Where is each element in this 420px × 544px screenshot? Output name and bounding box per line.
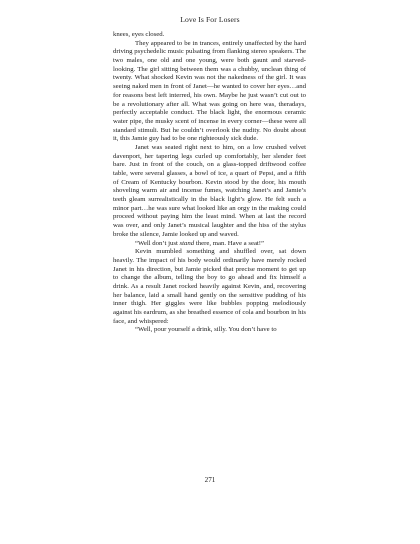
page-number: 271 — [204, 476, 216, 484]
body-paragraph — [113, 144, 306, 240]
paragraph-text: They appeared to be in trances, entirely unaffected by the hard driving psychedelic music pulsating from flanking stereo speakers. The two males, one old and one young, were both gaunt and starved-looking. The girl sitting between them was a chubby, unclean thing of twenty. What shocked Kevin was not the nakedness of the girl. It was seeing naked men in front of Janet—he wanted to cover her eyes…and for reasons best left interred, his own. Maybe he just wasn’t cut out to be a revolutionary after all. What was going on here was, theradays, perfectly acceptable conduct. The black light, the enormous ceramic water pipe, the musky scent of incense in every corner—these were all standard stimuli. But he couldn’t overlook the nudity. No doubt about it, this Jamie guy had to be one righteously sick dude. — [113, 39, 306, 143]
paragraph-text: knees, eyes closed. — [113, 31, 165, 38]
paragraph-text: there, man. Have a seat!” — [194, 239, 265, 247]
running-head: Love Is For Losers — [180, 15, 240, 24]
body-paragraph — [113, 240, 306, 249]
paragraph-text: Kevin mumbled something and shuffled over, sat down heavily. The impact of his body would ordinarily have merely rocked Janet in his direction, but Jamie picked that precise moment to get up to change the album, telling the boy to go ahead and fix himself a drink. As a result Janet rocked heavily against Kevin, and, recovering her balance, laid a small hand gently on the sensitive pudding of his inner thigh. Her giggles were like bubbles popping melodiously against his eardrum, as she breathed essence of cola and bourbon in his face, and whispered: — [113, 248, 306, 325]
paragraph-text: “Well, pour yourself a drink, silly. You don’t have to — [135, 326, 277, 334]
body-paragraph — [113, 40, 306, 144]
body-text — [113, 31, 306, 335]
body-paragraph — [113, 31, 306, 40]
body-paragraph — [113, 326, 306, 335]
body-paragraph — [113, 248, 306, 326]
paragraph-text: Janet was seated right next to him, on a low crushed velvet davenport, her tapering legs curled up comfortably, her slender feet bare. Just in front of the couch, on a glass-topped driftwood coffee table, were several glasses, a bowl of ice, a quart of Pepsi, and a fifth of Cream of Kentucky bourbon. Kevin stood by the door, his mouth shoveling warm air and incense fumes, watching Janet’s and Jamie’s teeth gleam surrealistically in the black light’s glow. He felt such a minor part…he was sure what looked like an orgy in the making could proceed without paying him the least mind. When at last the record was over, and only Janet’s musical laughter and the hiss of the stylus broke the silence, Jamie looked up and waved. — [113, 143, 306, 238]
paragraph-text: “Well don’t just — [135, 239, 180, 247]
italic-emphasis: stand — [179, 239, 195, 247]
